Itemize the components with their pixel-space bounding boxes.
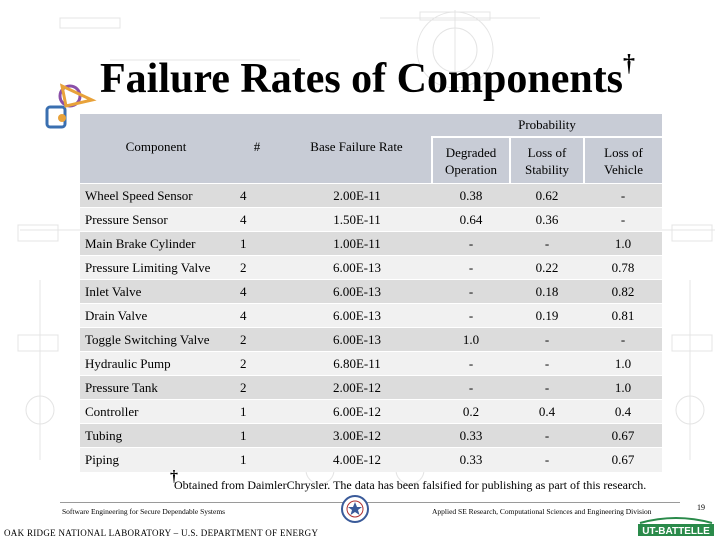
count-cell: 1 [232, 448, 282, 472]
component-cell: Toggle Switching Valve [80, 328, 232, 352]
degraded-cell: - [432, 376, 510, 400]
degraded-cell: 0.64 [432, 208, 510, 232]
table-row [80, 448, 662, 472]
component-cell: Main Brake Cylinder [80, 232, 232, 256]
slide-title [100, 51, 636, 103]
base-rate-cell: 4.00E-12 [282, 448, 432, 472]
table-row [80, 304, 662, 328]
vehicle-cell: - [584, 328, 662, 352]
stability-cell: 0.18 [510, 280, 584, 304]
component-cell: Controller [80, 400, 232, 424]
stability-cell: - [510, 352, 584, 376]
vehicle-header: Loss of Vehicle [584, 137, 662, 184]
degraded-cell: - [432, 304, 510, 328]
vehicle-cell: 0.67 [584, 448, 662, 472]
lab-name: OAK RIDGE NATIONAL LABORATORY – U.S. DEPARTMENT OF ENERGY [4, 528, 319, 538]
stability-cell: - [510, 424, 584, 448]
component-header: Component [80, 137, 232, 184]
count-cell: 1 [232, 232, 282, 256]
count-cell: 1 [232, 424, 282, 448]
component-cell: Wheel Speed Sensor [80, 184, 232, 208]
slide-title-text: Failure Rates of Components [100, 56, 624, 102]
vehicle-cell: 0.4 [584, 400, 662, 424]
stability-header: Loss of Stability [510, 137, 584, 184]
count-cell: 4 [232, 304, 282, 328]
table-row [80, 424, 662, 448]
stability-cell: - [510, 448, 584, 472]
base-rate-cell: 6.00E-13 [282, 304, 432, 328]
table-row [80, 400, 662, 424]
degraded-cell: 1.0 [432, 328, 510, 352]
base-rate-cell: 6.00E-12 [282, 400, 432, 424]
stability-cell: - [510, 376, 584, 400]
table-row [80, 352, 662, 376]
base-rate-cell: 6.00E-13 [282, 328, 432, 352]
table-row [80, 184, 662, 208]
footnote-text: Obtained from DaimlerChrysler. The data has been falsified for publishing as part of this research. [174, 478, 647, 492]
footnote-dagger: † [170, 468, 178, 485]
base-rate-cell: 2.00E-11 [282, 184, 432, 208]
stability-cell: 0.19 [510, 304, 584, 328]
count-cell: 2 [232, 328, 282, 352]
failure-rates-table [80, 114, 662, 472]
vehicle-cell: 0.67 [584, 424, 662, 448]
stability-cell: 0.22 [510, 256, 584, 280]
count-cell: 2 [232, 256, 282, 280]
vehicle-cell: 1.0 [584, 232, 662, 256]
component-cell: Drain Valve [80, 304, 232, 328]
footer-divider [60, 502, 680, 503]
component-cell: Piping [80, 448, 232, 472]
degraded-cell: 0.38 [432, 184, 510, 208]
component-cell: Hydraulic Pump [80, 352, 232, 376]
footnote [170, 468, 647, 493]
count-header: # [232, 137, 282, 184]
doe-seal-icon [340, 494, 370, 524]
vehicle-cell: - [584, 208, 662, 232]
base-rate-cell: 6.00E-13 [282, 256, 432, 280]
base-rate-cell: 6.80E-11 [282, 352, 432, 376]
count-cell: 4 [232, 280, 282, 304]
table-row [80, 328, 662, 352]
table-row [80, 208, 662, 232]
base-rate-cell: 1.50E-11 [282, 208, 432, 232]
vehicle-cell: - [584, 184, 662, 208]
ut-battelle-logo [636, 515, 716, 537]
title-dagger: † [623, 51, 636, 77]
stability-cell: - [510, 232, 584, 256]
table-header-top [80, 114, 662, 137]
vehicle-cell: 1.0 [584, 376, 662, 400]
base-rate-cell: 3.00E-12 [282, 424, 432, 448]
degraded-cell: - [432, 280, 510, 304]
count-cell: 2 [232, 352, 282, 376]
vehicle-cell: 0.82 [584, 280, 662, 304]
table-row [80, 232, 662, 256]
vehicle-cell: 1.0 [584, 352, 662, 376]
degraded-cell: - [432, 232, 510, 256]
table-row [80, 280, 662, 304]
probability-header: Probability [432, 114, 662, 137]
degraded-cell: 0.33 [432, 424, 510, 448]
degraded-cell: 0.33 [432, 448, 510, 472]
stability-cell: 0.62 [510, 184, 584, 208]
vehicle-cell: 0.78 [584, 256, 662, 280]
table-header-row [80, 137, 662, 184]
component-cell: Inlet Valve [80, 280, 232, 304]
count-cell: 1 [232, 400, 282, 424]
degraded-cell: - [432, 256, 510, 280]
table-row [80, 376, 662, 400]
base-rate-cell: 1.00E-11 [282, 232, 432, 256]
stability-cell: 0.4 [510, 400, 584, 424]
ut-battelle-logo-text: UT-BATTELLE [642, 526, 710, 537]
page-number: 19 [697, 503, 705, 512]
component-cell: Pressure Limiting Valve [80, 256, 232, 280]
degraded-header: Degraded Operation [432, 137, 510, 184]
footer-left-text: Software Engineering for Secure Dependable Systems [62, 507, 226, 516]
count-cell: 4 [232, 208, 282, 232]
degraded-cell: - [432, 352, 510, 376]
component-cell: Pressure Sensor [80, 208, 232, 232]
component-cell: Tubing [80, 424, 232, 448]
stability-cell: - [510, 328, 584, 352]
count-cell: 2 [232, 376, 282, 400]
base-rate-cell: 6.00E-13 [282, 280, 432, 304]
component-cell: Pressure Tank [80, 376, 232, 400]
base-rate-cell: 2.00E-12 [282, 376, 432, 400]
table-row [80, 256, 662, 280]
count-cell: 4 [232, 184, 282, 208]
degraded-cell: 0.2 [432, 400, 510, 424]
base-rate-header: Base Failure Rate [282, 137, 432, 184]
stability-cell: 0.36 [510, 208, 584, 232]
footer-right-text: Applied SE Research, Computational Sciences and Engineering Division [432, 507, 652, 516]
vehicle-cell: 0.81 [584, 304, 662, 328]
